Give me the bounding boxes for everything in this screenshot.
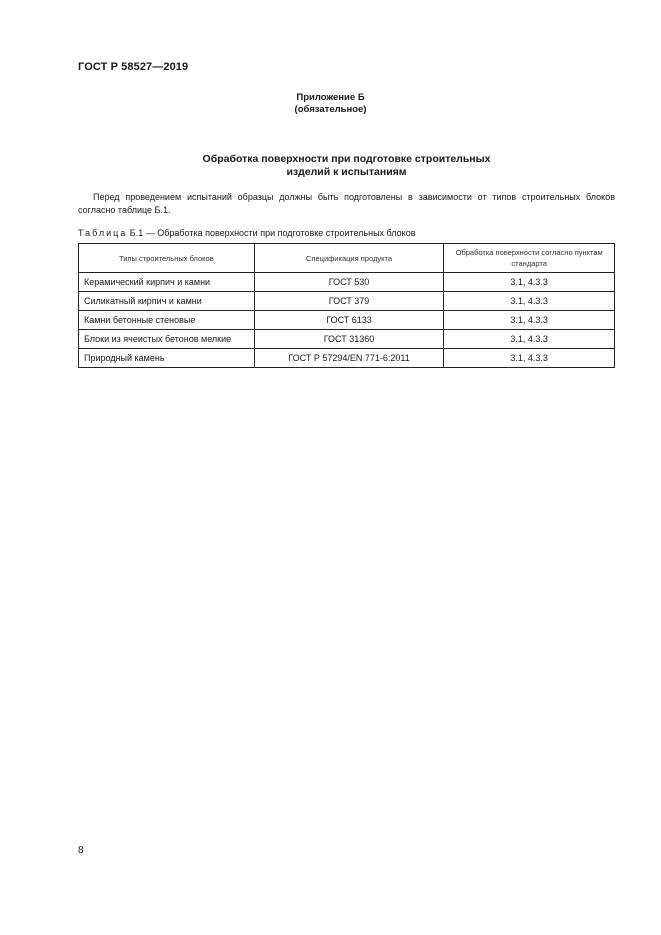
section-title-line-2: изделий к испытаниям [286, 166, 407, 178]
table-row [79, 292, 615, 311]
cell-block-type: Силикатный кирпич и камни [79, 292, 255, 311]
cell-block-type: Природный камень [79, 349, 255, 368]
cell-product-spec: ГОСТ 6133 [254, 311, 444, 330]
surface-treatment-table [78, 243, 615, 368]
cell-product-spec: ГОСТ 379 [254, 292, 444, 311]
intro-paragraph: Перед проведением испытаний образцы должны быть подготовлены в зависимости от типов строительных блоков согласно таблице Б.1. [78, 192, 615, 215]
cell-product-spec: ГОСТ 530 [254, 273, 444, 292]
document-code: ГОСТ Р 58527—2019 [78, 61, 189, 73]
table-row [79, 330, 615, 349]
appendix-heading [0, 92, 661, 116]
table-caption [78, 228, 415, 238]
page-number: 8 [78, 845, 84, 856]
header-block-types: Типы строительных блоков [79, 244, 255, 273]
table-caption-text: Б.1 — Обработка поверхности при подготовке строительных блоков [127, 228, 416, 238]
table-header-row [79, 244, 615, 273]
section-title [0, 153, 661, 179]
cell-treatment-clauses: 3.1, 4.3.3 [444, 292, 615, 311]
appendix-status: (обязательное) [294, 104, 367, 115]
cell-treatment-clauses: 3.1, 4.3.3 [444, 273, 615, 292]
table-row [79, 311, 615, 330]
header-surface-treatment: Обработка поверхности согласно пунктам стандарта [444, 244, 615, 273]
cell-block-type: Керамический кирпич и камни [79, 273, 255, 292]
table-caption-prefix: Таблица [78, 228, 128, 238]
cell-treatment-clauses: 3.1, 4.3.3 [444, 349, 615, 368]
header-product-spec: Спецификация продукта [254, 244, 444, 273]
cell-product-spec: ГОСТ Р 57294/EN 771-6:2011 [254, 349, 444, 368]
cell-block-type: Блоки из ячеистых бетонов мелкие [79, 330, 255, 349]
cell-treatment-clauses: 3.1, 4.3.3 [444, 311, 615, 330]
table-row [79, 273, 615, 292]
cell-treatment-clauses: 3.1, 4.3.3 [444, 330, 615, 349]
section-title-line-1: Обработка поверхности при подготовке строительных [202, 153, 491, 165]
appendix-title: Приложение Б [296, 92, 365, 103]
cell-block-type: Камни бетонные стеновые [79, 311, 255, 330]
table-row [79, 349, 615, 368]
cell-product-spec: ГОСТ 31360 [254, 330, 444, 349]
